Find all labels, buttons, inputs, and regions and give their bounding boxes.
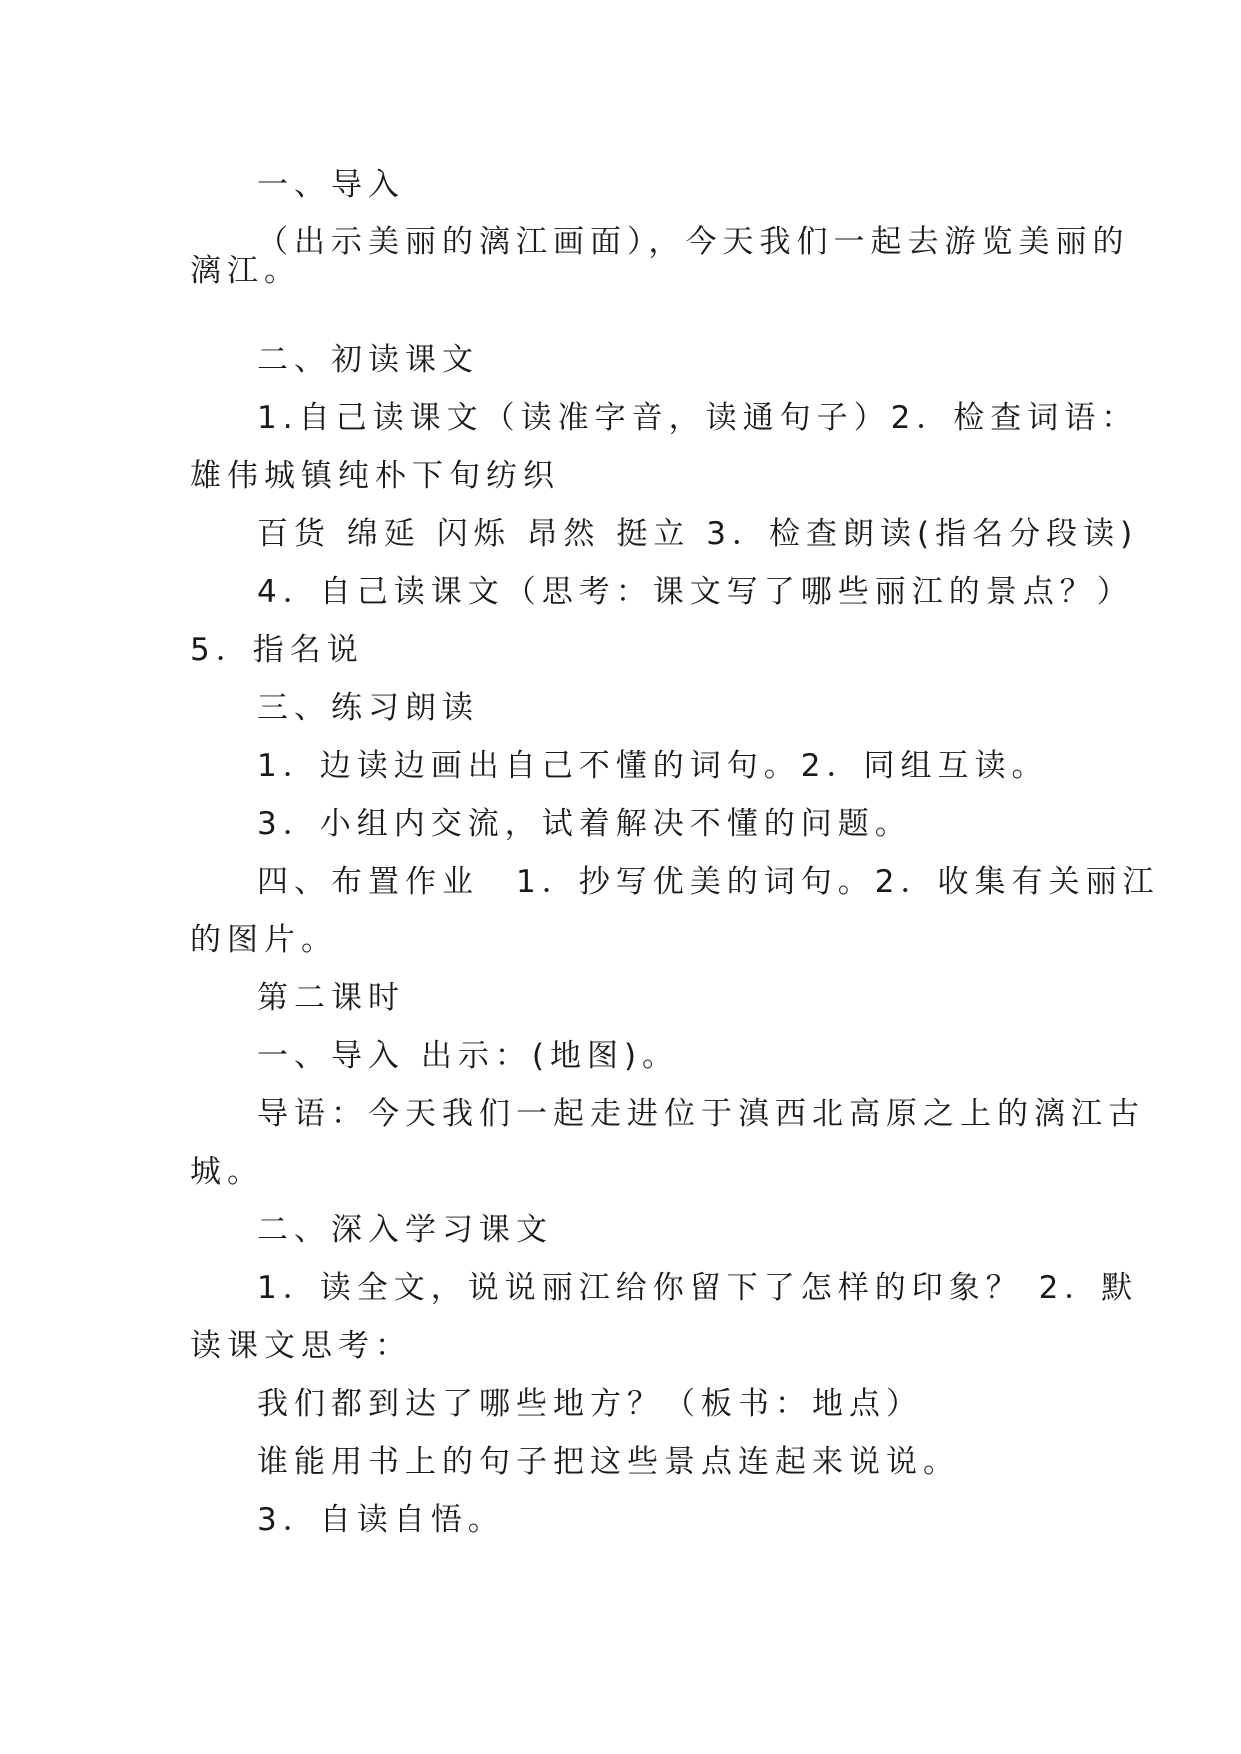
paragraph-line: 我们都到达了哪些地方？（板书：地点） bbox=[257, 1386, 923, 1422]
paragraph-line: 的图片。 bbox=[190, 922, 338, 958]
paragraph-line: 1．读全文，说说丽江给你留下了怎样的印象？ 2．默 bbox=[257, 1270, 1139, 1306]
paragraph-line: 1.自己读课文（读准字音，读通句子）2．检查词语： bbox=[257, 400, 1139, 436]
paragraph-line: 城。 bbox=[190, 1154, 264, 1190]
paragraph-line: 雄伟城镇纯朴下旬纺织 bbox=[190, 458, 560, 494]
paragraph-line: 百货 绵延 闪烁 昂然 挺立 3．检查朗读(指名分段读) bbox=[257, 516, 1139, 552]
paragraph-line: 谁能用书上的句子把这些景点连起来说说。 bbox=[257, 1444, 960, 1480]
paragraph-line: 3．小组内交流，试着解决不懂的问题。 bbox=[257, 806, 912, 842]
paragraph-line: （出示美丽的漓江画面），今天我们一起去游览美丽的 bbox=[257, 224, 1130, 260]
paragraph-line: 3．自读自悟。 bbox=[257, 1502, 505, 1538]
paragraph-line: 读课文思考： bbox=[190, 1328, 412, 1364]
heading-intro: 一、导入 bbox=[257, 167, 405, 203]
heading-second-lesson: 第二课时 bbox=[257, 980, 405, 1016]
paragraph-line: 漓江。 bbox=[190, 253, 301, 289]
paragraph-line: 5．指名说 bbox=[190, 632, 364, 668]
heading-practice-reading: 三、练习朗读 bbox=[257, 690, 479, 726]
heading-homework: 四、布置作业 1．抄写优美的词句。2．收集有关丽江 bbox=[257, 864, 1160, 900]
paragraph-line: 4．自己读课文（思考：课文写了哪些丽江的景点？） bbox=[257, 574, 1134, 610]
heading-deep-study: 二、深入学习课文 bbox=[257, 1212, 553, 1248]
heading-first-reading: 二、初读课文 bbox=[257, 342, 479, 378]
paragraph-line: 导语：今天我们一起走进位于滇西北高原之上的漓江古 bbox=[257, 1096, 1145, 1132]
paragraph-line: 1．边读边画出自己不懂的词句。2．同组互读。 bbox=[257, 748, 1049, 784]
paragraph-line: 一、导入 出示：(地图)。 bbox=[257, 1038, 680, 1074]
